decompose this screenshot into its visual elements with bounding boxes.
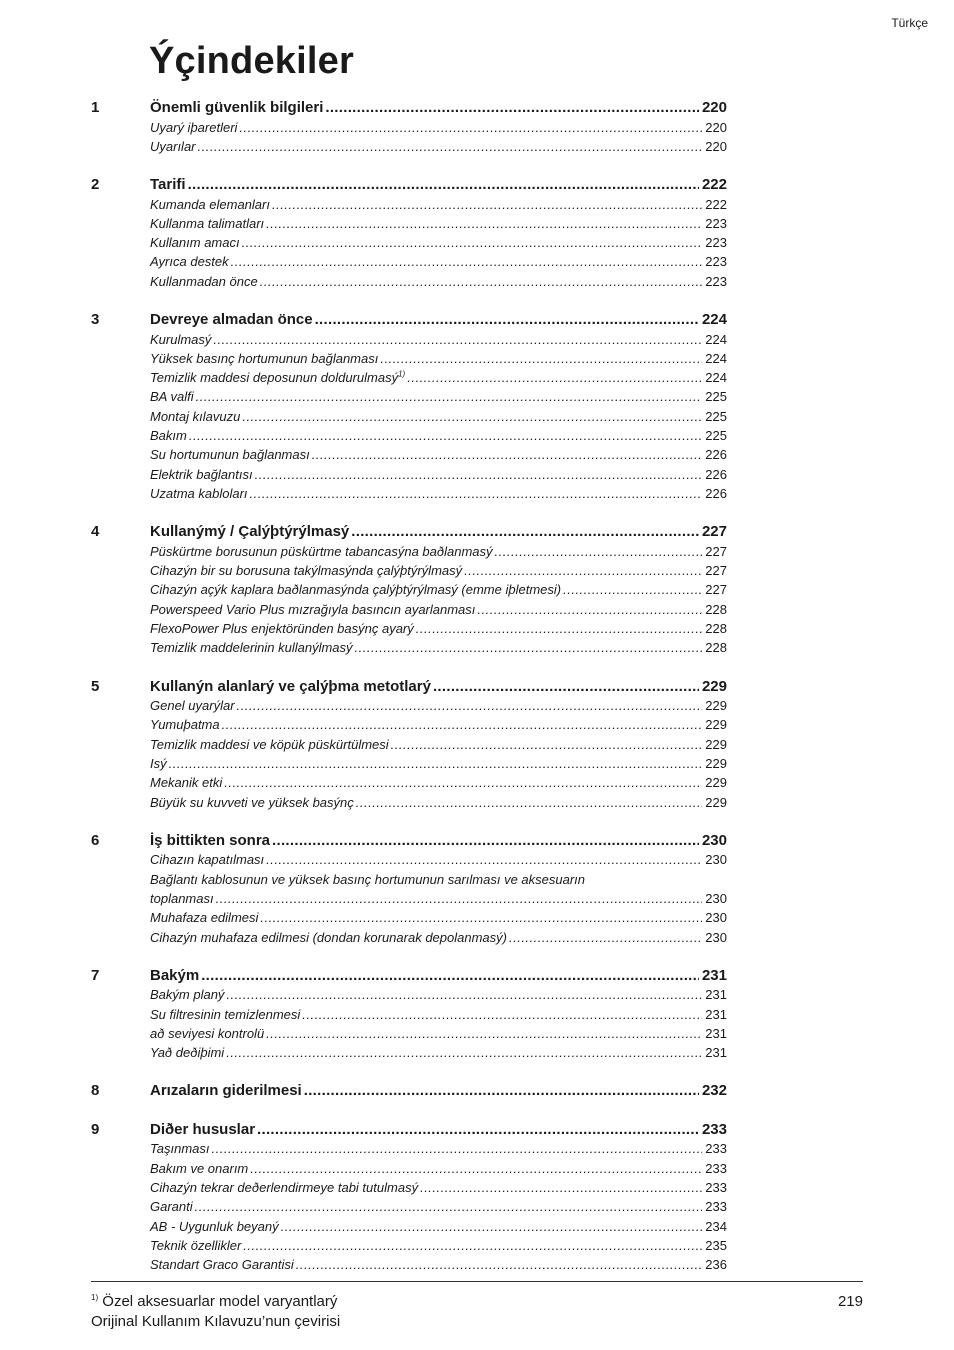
subentry-title: [150, 621, 414, 636]
leader-dots: [242, 235, 703, 250]
subentry-page: 229: [705, 755, 727, 771]
subentry-page: 230: [705, 852, 727, 868]
subentry-page: 225: [705, 408, 727, 424]
toc-subentry[interactable]: [91, 467, 727, 486]
subentry-title: [150, 274, 258, 289]
subentry-title-text: BA valfi: [150, 389, 194, 405]
subentry-page: 233: [705, 1180, 727, 1196]
subentry-page: 233: [705, 1160, 727, 1176]
subentry-page: 222: [705, 196, 727, 212]
leader-dots: [407, 370, 702, 385]
toc-subentry[interactable]: [91, 274, 727, 293]
subentry-page: 231: [705, 1025, 727, 1041]
leader-dots: [433, 678, 699, 695]
subentry-page: 226: [705, 466, 727, 482]
subentry-title: [150, 351, 378, 366]
subentry-title-text: Garanti: [150, 1199, 193, 1215]
subentry-page: 226: [705, 447, 727, 463]
translation-note: Orijinal Kullanım Kılavuzu’nun çevirisi: [91, 1313, 341, 1330]
chapter-number: 7: [91, 966, 100, 984]
subentry-title-text: Mekanik etki: [150, 775, 223, 791]
subentry-page: 227: [705, 543, 727, 559]
toc-section: [91, 176, 727, 293]
subentry-page: 223: [705, 215, 727, 231]
toc-subentry[interactable]: [91, 389, 727, 408]
toc-subentry[interactable]: [91, 737, 727, 756]
leader-dots: [509, 930, 702, 945]
subentry-page: 225: [705, 428, 727, 444]
subentry-title-text: Püskürtme borusunun püskürtme tabancasýna baðlanmasý: [150, 543, 493, 559]
leader-dots: [255, 467, 703, 482]
subentry-title: [150, 409, 240, 424]
leader-dots: [242, 409, 702, 424]
subentry-title: [150, 447, 310, 462]
subentry-title-continuation: toplanması: [150, 890, 214, 906]
chapter-title: Tarifi: [150, 176, 186, 194]
toc-chapter-entry[interactable]: [91, 967, 727, 988]
subentry-page: 228: [705, 601, 727, 617]
subentry-title-text: Ayrıca destek: [150, 254, 229, 270]
chapter-page: 222: [701, 176, 727, 194]
subentry-title: [150, 254, 229, 269]
page-title: Ýçindekiler: [149, 40, 354, 82]
subentry-title: [150, 467, 253, 482]
subentry-title: [150, 717, 220, 732]
leader-dots: [212, 1141, 703, 1156]
subentry-title-text: Powerspeed Vario Plus mızrağıyla basıncın ayarlanması: [150, 601, 476, 617]
toc-subentry[interactable]: [91, 370, 727, 389]
subentry-title: [150, 775, 222, 790]
subentry-page: 223: [705, 235, 727, 251]
subentry-page: 229: [705, 717, 727, 733]
toc-subentry[interactable]: [91, 197, 727, 216]
chapter-title: Devreye almadan önce: [150, 311, 313, 329]
subentry-title-text: Kullanma talimatları: [150, 215, 265, 231]
subentry-page: 230: [705, 890, 727, 906]
subentry-title: [150, 197, 270, 212]
toc-subentry[interactable]: [91, 1007, 727, 1026]
leader-dots: [201, 967, 699, 984]
subentry-title: [150, 486, 248, 501]
subentry-page: 226: [705, 485, 727, 501]
leader-dots: [296, 1257, 703, 1272]
subentry-title-text: Yüksek basınç hortumunun bağlanması: [150, 350, 379, 366]
subentry-title-text: Bakım ve onarım: [150, 1160, 249, 1176]
subentry-page: 234: [705, 1218, 727, 1234]
leader-dots: [281, 1219, 703, 1234]
subentry-page: 231: [705, 987, 727, 1003]
toc-subentry[interactable]: [91, 447, 727, 466]
toc-subentry[interactable]: [91, 1199, 727, 1218]
chapter-number: 8: [91, 1082, 100, 1100]
toc-section: [91, 99, 727, 158]
chapter-title: Önemli güvenlik bilgileri: [150, 99, 324, 116]
leader-dots: [250, 486, 703, 501]
subentry-title: [150, 756, 167, 771]
toc-subentry[interactable]: [91, 582, 727, 601]
toc-subentry[interactable]: [91, 621, 727, 640]
leader-dots: [224, 775, 702, 790]
subentry-title-text: Temizlik maddesi ve köpük püskürtülmesi: [150, 736, 389, 752]
leader-dots: [355, 640, 703, 655]
toc-subentry[interactable]: [91, 254, 727, 273]
leader-dots: [226, 987, 702, 1002]
subentry-title: [150, 852, 264, 867]
toc-subentry[interactable]: [91, 795, 727, 814]
subentry-page: 229: [705, 736, 727, 752]
toc-subentry[interactable]: [91, 409, 727, 428]
chapter-number: 9: [91, 1120, 100, 1138]
subentry-title-text: Cihazýn bir su borusuna takýlmasýnda çalýþtýrýlmasý: [150, 563, 463, 579]
subentry-page: 220: [705, 138, 727, 154]
toc-chapter-entry[interactable]: [91, 311, 727, 332]
subentry-page: 233: [705, 1141, 727, 1157]
subentry-title: [150, 216, 264, 231]
subentry-page: 227: [705, 563, 727, 579]
toc-subentry-continuation[interactable]: [91, 891, 727, 910]
chapter-page: 220: [701, 99, 727, 116]
leader-dots: [226, 1045, 702, 1060]
subentry-title-text: Kumanda elemanları: [150, 196, 270, 212]
leader-dots: [169, 756, 703, 771]
subentry-title-text: Montaj kılavuzu: [150, 408, 241, 424]
subentry-title-text: FlexoPower Plus enjektöründen basýnç ayarý: [150, 620, 414, 636]
subentry-title-text: Kullanmadan önce: [150, 273, 258, 289]
toc-chapter-entry[interactable]: [91, 99, 727, 120]
subentry-title: Bağlantı kablosunun ve yüksek basınç hortumunun sarılması ve aksesuarın: [150, 871, 586, 887]
toc-chapter-entry[interactable]: [91, 678, 727, 699]
subentry-title: [150, 563, 462, 578]
toc-subentry[interactable]: [91, 775, 727, 794]
subentry-title: [150, 640, 353, 655]
chapter-number: 1: [91, 99, 100, 116]
subentry-title: [150, 389, 194, 404]
subentry-title-text: Temizlik maddesi deposunun doldurulmasý: [150, 370, 399, 386]
chapter-title: Arızaların giderilmesi: [150, 1082, 302, 1100]
toc-subentry[interactable]: [91, 120, 727, 139]
table-of-contents: [91, 99, 727, 1295]
subentry-title: [150, 332, 211, 347]
toc-subentry[interactable]: [91, 602, 727, 621]
chapter-page: 230: [701, 831, 727, 849]
subentry-title: [150, 1219, 279, 1234]
chapter-page: 224: [701, 311, 727, 329]
toc-subentry[interactable]: [91, 1045, 727, 1064]
footnote-ref: 1): [398, 369, 406, 379]
toc-subentry[interactable]: [91, 428, 727, 447]
subentry-page: 236: [705, 1257, 727, 1273]
toc-subentry[interactable]: [91, 332, 727, 351]
subentry-page: 223: [705, 254, 727, 270]
leader-dots: [266, 852, 702, 867]
chapter-number: 6: [91, 831, 100, 849]
subentry-title-text: Isý: [150, 755, 167, 771]
subentry-title: [150, 1141, 210, 1156]
toc-subentry[interactable]: [91, 1161, 727, 1180]
subentry-title: [150, 370, 405, 385]
toc-subentry[interactable]: [91, 563, 727, 582]
subentry-title-text: Su filtresinin temizlenmesi: [150, 1006, 301, 1022]
subentry-title: [150, 235, 240, 250]
subentry-page: 229: [705, 775, 727, 791]
leader-dots: [356, 795, 703, 810]
subentry-title: [150, 987, 224, 1002]
subentry-title-text: að seviyesi kontrolü: [150, 1025, 265, 1041]
subentry-page: 224: [705, 370, 727, 386]
toc-section: [91, 1121, 727, 1277]
subentry-page: 230: [705, 929, 727, 945]
subentry-title-text: Kurulmasý: [150, 331, 212, 347]
subentry-title-text: Su hortumunun bağlanması: [150, 447, 310, 463]
subentry-title-text: Standart Graco Garantisi: [150, 1257, 294, 1273]
subentry-title-text: Yað deðiþimi: [150, 1045, 225, 1061]
subentry-title: [150, 602, 475, 617]
chapter-page: 233: [701, 1120, 727, 1138]
footnote-text: Özel aksesuarlar model varyantlarý: [102, 1293, 338, 1310]
subentry-title: [150, 795, 354, 810]
leader-dots: [198, 139, 703, 154]
leader-dots: [195, 1199, 703, 1214]
subentry-title-text: Kullanım amacı: [150, 235, 240, 251]
toc-subentry[interactable]: [91, 872, 727, 891]
leader-dots: [312, 447, 703, 462]
toc-section: [91, 1082, 727, 1103]
chapter-title: Kullanýn alanlarý ve çalýþma metotlarý: [150, 677, 431, 695]
toc-subentry[interactable]: [91, 1026, 727, 1045]
page-number: 219: [837, 1293, 863, 1310]
subentry-page: 224: [705, 331, 727, 347]
chapter-number: 2: [91, 176, 100, 194]
leader-dots: [302, 1007, 702, 1022]
toc-subentry[interactable]: [91, 235, 727, 254]
leader-dots: [189, 428, 702, 443]
leader-dots: [188, 176, 699, 193]
subentry-title-text: Temizlik maddelerinin kullanýlmasý: [150, 640, 353, 656]
toc-subentry[interactable]: [91, 1219, 727, 1238]
leader-dots: [237, 698, 703, 713]
chapter-title: Bakým: [150, 966, 200, 984]
chapter-page: 227: [701, 523, 727, 541]
subentry-title-text: Cihazın kapatılması: [150, 852, 265, 868]
subentry-title-text: Büyük su kuvveti ve yüksek basýnç: [150, 794, 354, 810]
leader-dots: [222, 717, 703, 732]
toc-subentry[interactable]: [91, 756, 727, 775]
subentry-title-text: Elektrik bağlantısı: [150, 466, 253, 482]
subentry-title: [150, 1180, 418, 1195]
subentry-title: [150, 428, 187, 443]
toc-subentry[interactable]: [91, 987, 727, 1006]
toc-subentry[interactable]: [91, 717, 727, 736]
leader-dots: [563, 582, 702, 597]
toc-chapter-entry[interactable]: [91, 176, 727, 197]
subentry-page: 228: [705, 640, 727, 656]
subentry-title-text: Uyarılar: [150, 138, 196, 154]
subentry-title-text: Bakým planý: [150, 987, 225, 1003]
leader-dots: [380, 351, 702, 366]
subentry-title-text: Taşınması: [150, 1141, 210, 1157]
subentry-title-text: Yumuþatma: [150, 717, 220, 733]
subentry-title: [150, 1007, 300, 1022]
toc-chapter-entry[interactable]: [91, 1121, 727, 1142]
leader-dots: [266, 216, 702, 231]
subentry-title-text: Genel uyarýlar: [150, 698, 235, 714]
leader-dots: [231, 254, 703, 269]
chapter-number: 4: [91, 523, 100, 541]
leader-dots: [257, 1121, 699, 1138]
leader-dots: [272, 197, 702, 212]
chapter-title: Diðer hususlar: [150, 1120, 256, 1138]
subentry-page: 233: [705, 1199, 727, 1215]
footnote: [91, 1293, 337, 1310]
subentry-page: 229: [705, 794, 727, 810]
subentry-page: 225: [705, 389, 727, 405]
subentry-title-text: Muhafaza edilmesi: [150, 910, 259, 926]
toc-subentry[interactable]: [91, 216, 727, 235]
subentry-title-text: Teknik özellikler: [150, 1237, 242, 1253]
subentry-page: 235: [705, 1237, 727, 1253]
leader-dots: [325, 99, 699, 116]
subentry-title: [150, 1257, 294, 1272]
subentry-title-text: Uyarý iþaretleri: [150, 119, 238, 135]
toc-section: [91, 967, 727, 1065]
subentry-title-text: Bakım: [150, 428, 187, 444]
leader-dots: [266, 1026, 702, 1041]
toc-section: [91, 311, 727, 505]
subentry-title-text: Cihazýn muhafaza edilmesi (dondan korunarak depolanmasý): [150, 929, 507, 945]
subentry-page: 228: [705, 620, 727, 636]
subentry-title-text: Cihazýn açýk kaplara baðlanmasýnda çalýþtýrýlmasý (emme iþletmesi): [150, 582, 562, 598]
toc-subentry[interactable]: [91, 351, 727, 370]
subentry-title: [150, 1026, 264, 1041]
chapter-title: Kullanýmý / Çalýþtýrýlmasý: [150, 523, 350, 541]
leader-dots: [464, 563, 702, 578]
subentry-title: [150, 120, 237, 135]
subentry-page: 224: [705, 350, 727, 366]
leader-dots: [420, 1180, 702, 1195]
leader-dots: [304, 1082, 699, 1099]
language-label: Türkçe: [891, 16, 928, 30]
toc-subentry[interactable]: [91, 1141, 727, 1160]
toc-chapter-entry[interactable]: [91, 523, 727, 544]
toc-subentry[interactable]: [91, 640, 727, 659]
leader-dots: [416, 621, 703, 636]
leader-dots: [260, 910, 702, 925]
leader-dots: [477, 602, 702, 617]
subentry-title: [150, 910, 258, 925]
toc-subentry[interactable]: [91, 930, 727, 949]
subentry-title: [150, 1238, 241, 1253]
subentry-title: [150, 930, 507, 945]
subentry-page: 223: [705, 273, 727, 289]
leader-dots: [213, 332, 702, 347]
subentry-page: 229: [705, 698, 727, 714]
subentry-title-text: Cihazýn tekrar deðerlendirmeye tabi tutulmasý: [150, 1180, 419, 1196]
chapter-number: 5: [91, 677, 100, 695]
subentry-page: 220: [705, 119, 727, 135]
subentry-title-text: AB - Uygunluk beyaný: [150, 1218, 279, 1234]
subentry-page: 227: [705, 582, 727, 598]
leader-dots: [391, 737, 703, 752]
subentry-title: [150, 582, 561, 597]
leader-dots: [351, 523, 699, 540]
toc-subentry[interactable]: [91, 698, 727, 717]
toc-subentry[interactable]: [91, 139, 727, 158]
chapter-title: İş bittikten sonra: [150, 831, 271, 849]
leader-dots: [250, 1161, 702, 1176]
subentry-title: [150, 1161, 248, 1176]
toc-subentry[interactable]: [91, 544, 727, 563]
toc-section: [91, 832, 727, 949]
subentry-title: [150, 1199, 193, 1214]
toc-subentry[interactable]: [91, 852, 727, 871]
footer-divider: [91, 1281, 863, 1282]
subentry-title-text: Uzatma kabloları: [150, 485, 248, 501]
leader-dots: [239, 120, 702, 135]
toc-section: [91, 678, 727, 814]
subentry-page: 231: [705, 1006, 727, 1022]
toc-subentry[interactable]: [91, 1180, 727, 1199]
leader-dots: [243, 1238, 702, 1253]
toc-subentry[interactable]: [91, 486, 727, 505]
subentry-title: [150, 139, 196, 154]
toc-chapter-entry[interactable]: [91, 1082, 727, 1103]
chapter-page: 232: [701, 1082, 727, 1100]
subentry-title: [150, 737, 389, 752]
leader-dots: [495, 544, 703, 559]
toc-subentry[interactable]: [91, 910, 727, 929]
toc-chapter-entry[interactable]: [91, 832, 727, 853]
leader-dots: [315, 311, 699, 328]
chapter-page: 229: [701, 677, 727, 695]
leader-dots: [272, 832, 699, 849]
toc-subentry[interactable]: [91, 1238, 727, 1257]
chapter-page: 231: [701, 966, 727, 984]
toc-subentry[interactable]: [91, 1257, 727, 1276]
subentry-title: [150, 544, 493, 559]
chapter-number: 3: [91, 311, 100, 329]
subentry-title: [150, 698, 235, 713]
leader-dots: [196, 389, 703, 404]
subentry-title: [150, 1045, 224, 1060]
leader-dots: [260, 274, 703, 289]
subentry-page: 230: [705, 910, 727, 926]
toc-section: [91, 523, 727, 659]
footnote-marker: 1): [91, 1293, 99, 1302]
leader-dots: [216, 891, 703, 906]
subentry-page: 231: [705, 1045, 727, 1061]
